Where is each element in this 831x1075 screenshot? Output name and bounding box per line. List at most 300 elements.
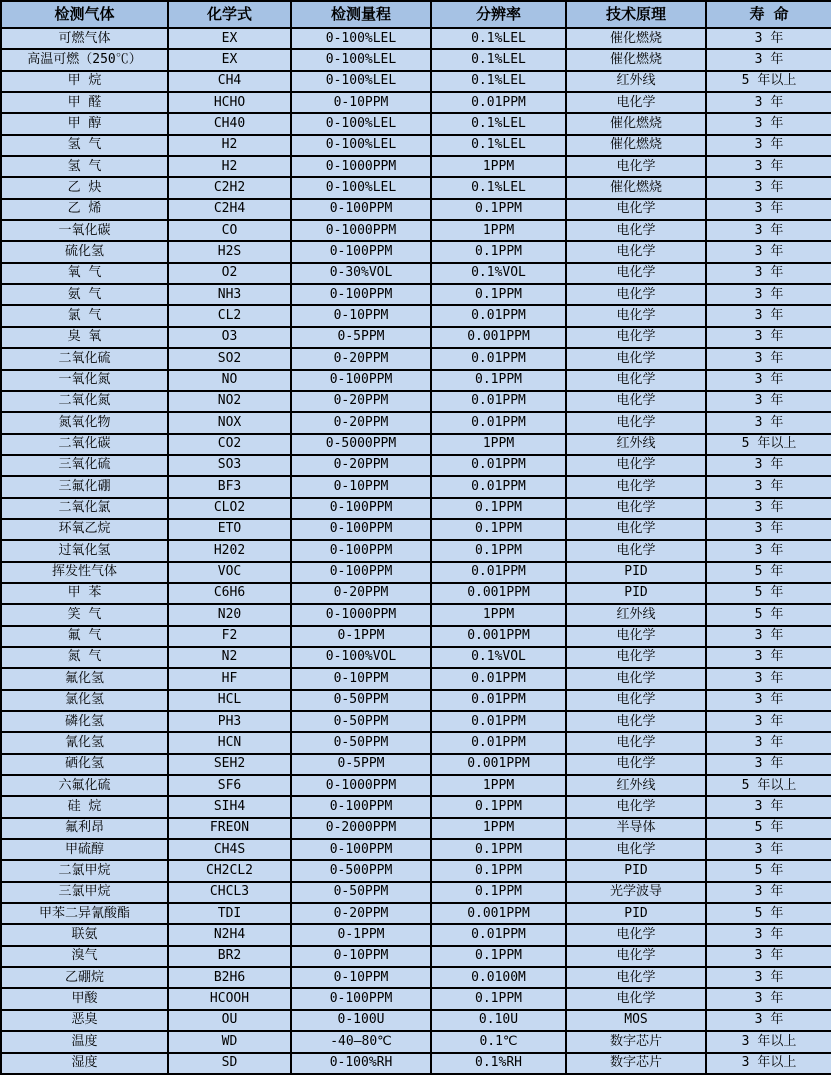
cell-range: 0-100%LEL	[291, 49, 431, 70]
cell-gas-name: 氟利昂	[1, 818, 168, 839]
cell-lifespan: 3 年	[706, 49, 831, 70]
cell-resolution: 0.1PPM	[431, 370, 566, 391]
cell-gas-name: 过氧化氢	[1, 540, 168, 561]
cell-gas-name: 甲 苯	[1, 583, 168, 604]
cell-lifespan: 3 年	[706, 241, 831, 262]
column-header-principle: 技术原理	[566, 1, 706, 28]
table-row	[1, 305, 831, 326]
table-row	[1, 327, 831, 348]
cell-formula: H202	[168, 540, 291, 561]
cell-principle: 催化燃烧	[566, 135, 706, 156]
cell-resolution: 0.10U	[431, 1010, 566, 1031]
cell-range: 0-5PPM	[291, 754, 431, 775]
cell-lifespan: 3 年	[706, 839, 831, 860]
cell-principle: 红外线	[566, 604, 706, 625]
table-row	[1, 903, 831, 924]
cell-principle: 电化学	[566, 263, 706, 284]
cell-gas-name: 甲 烷	[1, 71, 168, 92]
table-row	[1, 498, 831, 519]
cell-lifespan: 5 年	[706, 860, 831, 881]
cell-gas-name: 氢 气	[1, 156, 168, 177]
cell-range: 0-10PPM	[291, 946, 431, 967]
cell-range: 0-100PPM	[291, 796, 431, 817]
cell-lifespan: 3 年	[706, 626, 831, 647]
cell-resolution: 0.1PPM	[431, 519, 566, 540]
cell-formula: H2	[168, 135, 291, 156]
cell-formula: HF	[168, 668, 291, 689]
cell-range: 0-20PPM	[291, 412, 431, 433]
cell-resolution: 0.1%LEL	[431, 177, 566, 198]
cell-resolution: 0.01PPM	[431, 732, 566, 753]
cell-lifespan: 3 年	[706, 988, 831, 1009]
cell-gas-name: 氰化氢	[1, 732, 168, 753]
cell-lifespan: 3 年	[706, 711, 831, 732]
table-row	[1, 668, 831, 689]
cell-principle: PID	[566, 860, 706, 881]
table-row	[1, 177, 831, 198]
cell-gas-name: 磷化氢	[1, 711, 168, 732]
cell-principle: 红外线	[566, 775, 706, 796]
cell-resolution: 0.01PPM	[431, 305, 566, 326]
cell-range: 0-100PPM	[291, 284, 431, 305]
table-row	[1, 71, 831, 92]
table-row	[1, 284, 831, 305]
cell-gas-name: 二氧化硫	[1, 348, 168, 369]
cell-principle: 电化学	[566, 732, 706, 753]
cell-formula: SO3	[168, 455, 291, 476]
cell-resolution: 0.1%RH	[431, 1053, 566, 1075]
cell-resolution: 0.001PPM	[431, 327, 566, 348]
cell-range: 0-100%LEL	[291, 28, 431, 49]
cell-principle: 电化学	[566, 519, 706, 540]
cell-formula: H2S	[168, 241, 291, 262]
cell-gas-name: 笑 气	[1, 604, 168, 625]
cell-formula: N2	[168, 647, 291, 668]
cell-gas-name: 温度	[1, 1031, 168, 1052]
cell-principle: 电化学	[566, 839, 706, 860]
cell-formula: CL2	[168, 305, 291, 326]
cell-gas-name: 硒化氢	[1, 754, 168, 775]
cell-formula: BF3	[168, 476, 291, 497]
cell-formula: N2H4	[168, 924, 291, 945]
cell-range: 0-20PPM	[291, 455, 431, 476]
cell-range: 0-100PPM	[291, 498, 431, 519]
cell-formula: N20	[168, 604, 291, 625]
cell-lifespan: 3 年	[706, 924, 831, 945]
cell-lifespan: 5 年	[706, 562, 831, 583]
cell-lifespan: 3 年	[706, 498, 831, 519]
cell-formula: BR2	[168, 946, 291, 967]
cell-principle: 数字芯片	[566, 1053, 706, 1075]
cell-resolution: 0.1PPM	[431, 540, 566, 561]
table-row	[1, 1053, 831, 1075]
cell-lifespan: 5 年	[706, 604, 831, 625]
cell-gas-name: 乙 炔	[1, 177, 168, 198]
cell-range: 0-1000PPM	[291, 156, 431, 177]
cell-gas-name: 甲苯二异氰酸酯	[1, 903, 168, 924]
cell-formula: OU	[168, 1010, 291, 1031]
cell-principle: 电化学	[566, 924, 706, 945]
cell-range: -40—80℃	[291, 1031, 431, 1052]
table-row	[1, 434, 831, 455]
cell-gas-name: 二氯甲烷	[1, 860, 168, 881]
cell-range: 0-2000PPM	[291, 818, 431, 839]
cell-gas-name: 乙硼烷	[1, 967, 168, 988]
cell-gas-name: 氧 气	[1, 263, 168, 284]
cell-gas-name: 可燃气体	[1, 28, 168, 49]
cell-formula: CH2CL2	[168, 860, 291, 881]
cell-resolution: 0.1℃	[431, 1031, 566, 1052]
table-row	[1, 156, 831, 177]
cell-resolution: 0.1%LEL	[431, 113, 566, 134]
cell-gas-name: 硅 烷	[1, 796, 168, 817]
cell-principle: 电化学	[566, 348, 706, 369]
cell-principle: 电化学	[566, 327, 706, 348]
cell-lifespan: 5 年	[706, 583, 831, 604]
cell-range: 0-1PPM	[291, 626, 431, 647]
cell-principle: 红外线	[566, 71, 706, 92]
cell-principle: 电化学	[566, 476, 706, 497]
table-row	[1, 860, 831, 881]
cell-resolution: 0.1PPM	[431, 284, 566, 305]
column-header-range: 检测量程	[291, 1, 431, 28]
cell-range: 0-50PPM	[291, 711, 431, 732]
cell-range: 0-100%LEL	[291, 71, 431, 92]
cell-principle: 催化燃烧	[566, 49, 706, 70]
cell-resolution: 1PPM	[431, 604, 566, 625]
cell-gas-name: 联氨	[1, 924, 168, 945]
cell-lifespan: 3 年	[706, 732, 831, 753]
cell-principle: 催化燃烧	[566, 28, 706, 49]
cell-gas-name: 二氧化氮	[1, 391, 168, 412]
table-row	[1, 732, 831, 753]
cell-gas-name: 甲 醇	[1, 113, 168, 134]
cell-resolution: 0.01PPM	[431, 562, 566, 583]
cell-gas-name: 环氧乙烷	[1, 519, 168, 540]
cell-principle: 电化学	[566, 199, 706, 220]
table-row	[1, 412, 831, 433]
cell-principle: 电化学	[566, 305, 706, 326]
cell-range: 0-20PPM	[291, 391, 431, 412]
cell-range: 0-50PPM	[291, 882, 431, 903]
header-row	[1, 1, 831, 28]
cell-lifespan: 5 年	[706, 818, 831, 839]
cell-gas-name: 氟 气	[1, 626, 168, 647]
cell-principle: 电化学	[566, 946, 706, 967]
cell-principle: 电化学	[566, 241, 706, 262]
cell-resolution: 0.001PPM	[431, 754, 566, 775]
cell-gas-name: 氯 气	[1, 305, 168, 326]
cell-formula: HCN	[168, 732, 291, 753]
cell-lifespan: 3 年	[706, 370, 831, 391]
cell-lifespan: 5 年以上	[706, 434, 831, 455]
cell-formula: PH3	[168, 711, 291, 732]
cell-lifespan: 3 年以上	[706, 1031, 831, 1052]
cell-gas-name: 乙 烯	[1, 199, 168, 220]
cell-principle: 电化学	[566, 455, 706, 476]
table-row	[1, 988, 831, 1009]
cell-resolution: 1PPM	[431, 220, 566, 241]
cell-formula: HCHO	[168, 92, 291, 113]
cell-lifespan: 3 年以上	[706, 1053, 831, 1075]
cell-principle: 催化燃烧	[566, 177, 706, 198]
cell-formula: F2	[168, 626, 291, 647]
cell-lifespan: 3 年	[706, 668, 831, 689]
table-row	[1, 775, 831, 796]
cell-resolution: 0.1%LEL	[431, 71, 566, 92]
cell-principle: PID	[566, 562, 706, 583]
cell-resolution: 0.01PPM	[431, 690, 566, 711]
cell-gas-name: 臭 氧	[1, 327, 168, 348]
cell-range: 0-1000PPM	[291, 775, 431, 796]
cell-principle: 红外线	[566, 434, 706, 455]
table-row	[1, 263, 831, 284]
cell-range: 0-20PPM	[291, 903, 431, 924]
cell-resolution: 1PPM	[431, 156, 566, 177]
cell-range: 0-100PPM	[291, 199, 431, 220]
cell-range: 0-20PPM	[291, 583, 431, 604]
cell-lifespan: 3 年	[706, 690, 831, 711]
cell-lifespan: 3 年	[706, 327, 831, 348]
table-body	[1, 28, 831, 1074]
cell-range: 0-1000PPM	[291, 604, 431, 625]
cell-lifespan: 3 年	[706, 177, 831, 198]
cell-lifespan: 3 年	[706, 946, 831, 967]
cell-resolution: 0.01PPM	[431, 924, 566, 945]
table-row	[1, 604, 831, 625]
cell-range: 0-30%VOL	[291, 263, 431, 284]
cell-principle: 电化学	[566, 370, 706, 391]
cell-range: 0-10PPM	[291, 967, 431, 988]
cell-lifespan: 3 年	[706, 796, 831, 817]
table-row	[1, 818, 831, 839]
table-row	[1, 1010, 831, 1031]
cell-range: 0-10PPM	[291, 92, 431, 113]
cell-lifespan: 3 年	[706, 647, 831, 668]
cell-gas-name: 甲硫醇	[1, 839, 168, 860]
cell-range: 0-100PPM	[291, 988, 431, 1009]
table-row	[1, 199, 831, 220]
cell-resolution: 0.1%LEL	[431, 49, 566, 70]
cell-formula: NO	[168, 370, 291, 391]
cell-gas-name: 二氧化氯	[1, 498, 168, 519]
cell-range: 0-50PPM	[291, 732, 431, 753]
table-row	[1, 754, 831, 775]
table-row	[1, 967, 831, 988]
cell-lifespan: 3 年	[706, 156, 831, 177]
table-row	[1, 455, 831, 476]
cell-principle: PID	[566, 583, 706, 604]
table-row	[1, 348, 831, 369]
cell-formula: CH40	[168, 113, 291, 134]
cell-range: 0-100%LEL	[291, 177, 431, 198]
cell-gas-name: 氨 气	[1, 284, 168, 305]
cell-range: 0-100PPM	[291, 839, 431, 860]
cell-lifespan: 3 年	[706, 476, 831, 497]
cell-lifespan: 3 年	[706, 455, 831, 476]
table-row	[1, 540, 831, 561]
cell-resolution: 0.1PPM	[431, 498, 566, 519]
cell-formula: SIH4	[168, 796, 291, 817]
cell-range: 0-100PPM	[291, 519, 431, 540]
cell-formula: O2	[168, 263, 291, 284]
cell-resolution: 1PPM	[431, 775, 566, 796]
cell-range: 0-50PPM	[291, 690, 431, 711]
cell-principle: 电化学	[566, 690, 706, 711]
column-header-gas: 检测气体	[1, 1, 168, 28]
table-row	[1, 519, 831, 540]
cell-resolution: 0.1PPM	[431, 860, 566, 881]
cell-gas-name: 甲 醛	[1, 92, 168, 113]
column-header-formula: 化学式	[168, 1, 291, 28]
table-row	[1, 626, 831, 647]
cell-principle: 电化学	[566, 626, 706, 647]
cell-range: 0-1PPM	[291, 924, 431, 945]
cell-resolution: 0.01PPM	[431, 391, 566, 412]
cell-gas-name: 三氯甲烷	[1, 882, 168, 903]
cell-formula: SF6	[168, 775, 291, 796]
table-row	[1, 583, 831, 604]
cell-principle: PID	[566, 903, 706, 924]
cell-range: 0-10PPM	[291, 668, 431, 689]
cell-range: 0-5000PPM	[291, 434, 431, 455]
cell-formula: NOX	[168, 412, 291, 433]
cell-formula: CH4S	[168, 839, 291, 860]
cell-gas-name: 三氟化硼	[1, 476, 168, 497]
cell-formula: NO2	[168, 391, 291, 412]
cell-resolution: 0.01PPM	[431, 412, 566, 433]
cell-resolution: 0.01PPM	[431, 92, 566, 113]
cell-range: 0-100PPM	[291, 562, 431, 583]
table-row	[1, 946, 831, 967]
cell-resolution: 0.1PPM	[431, 882, 566, 903]
cell-formula: TDI	[168, 903, 291, 924]
cell-principle: 电化学	[566, 647, 706, 668]
cell-gas-name: 硫化氢	[1, 241, 168, 262]
cell-lifespan: 3 年	[706, 135, 831, 156]
column-header-lifespan: 寿 命	[706, 1, 831, 28]
cell-lifespan: 3 年	[706, 113, 831, 134]
cell-formula: HCOOH	[168, 988, 291, 1009]
cell-formula: FREON	[168, 818, 291, 839]
cell-formula: WD	[168, 1031, 291, 1052]
cell-principle: MOS	[566, 1010, 706, 1031]
cell-resolution: 0.001PPM	[431, 626, 566, 647]
cell-lifespan: 3 年	[706, 412, 831, 433]
cell-resolution: 0.01PPM	[431, 476, 566, 497]
cell-principle: 电化学	[566, 540, 706, 561]
cell-formula: CLO2	[168, 498, 291, 519]
cell-lifespan: 3 年	[706, 391, 831, 412]
cell-formula: C6H6	[168, 583, 291, 604]
cell-range: 0-10PPM	[291, 476, 431, 497]
table-row	[1, 28, 831, 49]
cell-gas-name: 高温可燃（250℃）	[1, 49, 168, 70]
cell-gas-name: 氟化氢	[1, 668, 168, 689]
cell-range: 0-100PPM	[291, 540, 431, 561]
cell-range: 0-100U	[291, 1010, 431, 1031]
cell-resolution: 0.001PPM	[431, 903, 566, 924]
cell-gas-name: 氮 气	[1, 647, 168, 668]
table-header	[1, 1, 831, 28]
cell-resolution: 0.1PPM	[431, 241, 566, 262]
cell-range: 0-500PPM	[291, 860, 431, 881]
cell-resolution: 0.1PPM	[431, 199, 566, 220]
cell-lifespan: 3 年	[706, 263, 831, 284]
cell-formula: B2H6	[168, 967, 291, 988]
cell-resolution: 0.1PPM	[431, 839, 566, 860]
cell-gas-name: 恶臭	[1, 1010, 168, 1031]
column-header-resolution: 分辨率	[431, 1, 566, 28]
cell-principle: 半导体	[566, 818, 706, 839]
cell-formula: CHCL3	[168, 882, 291, 903]
table-row	[1, 796, 831, 817]
cell-principle: 催化燃烧	[566, 113, 706, 134]
cell-principle: 电化学	[566, 796, 706, 817]
table-row	[1, 370, 831, 391]
cell-resolution: 0.1PPM	[431, 988, 566, 1009]
cell-principle: 电化学	[566, 754, 706, 775]
table-row	[1, 924, 831, 945]
cell-range: 0-100%VOL	[291, 647, 431, 668]
table-row	[1, 562, 831, 583]
cell-range: 0-10PPM	[291, 305, 431, 326]
cell-principle: 电化学	[566, 967, 706, 988]
cell-resolution: 1PPM	[431, 434, 566, 455]
cell-resolution: 0.1PPM	[431, 946, 566, 967]
cell-lifespan: 3 年	[706, 882, 831, 903]
cell-lifespan: 3 年	[706, 284, 831, 305]
table-row	[1, 647, 831, 668]
cell-range: 0-1000PPM	[291, 220, 431, 241]
cell-gas-name: 甲酸	[1, 988, 168, 1009]
cell-range: 0-5PPM	[291, 327, 431, 348]
cell-resolution: 0.01PPM	[431, 668, 566, 689]
cell-gas-name: 溴气	[1, 946, 168, 967]
table-row	[1, 135, 831, 156]
cell-formula: EX	[168, 28, 291, 49]
cell-formula: HCL	[168, 690, 291, 711]
cell-range: 0-100%LEL	[291, 135, 431, 156]
cell-lifespan: 3 年	[706, 540, 831, 561]
cell-resolution: 0.1%VOL	[431, 647, 566, 668]
cell-gas-name: 湿度	[1, 1053, 168, 1075]
cell-principle: 电化学	[566, 284, 706, 305]
cell-lifespan: 5 年	[706, 903, 831, 924]
cell-lifespan: 3 年	[706, 519, 831, 540]
cell-resolution: 0.01PPM	[431, 455, 566, 476]
table-row	[1, 476, 831, 497]
cell-principle: 光学波导	[566, 882, 706, 903]
table-row	[1, 711, 831, 732]
cell-lifespan: 3 年	[706, 754, 831, 775]
cell-principle: 电化学	[566, 92, 706, 113]
table-row	[1, 391, 831, 412]
cell-resolution: 0.01PPM	[431, 348, 566, 369]
cell-formula: SD	[168, 1053, 291, 1075]
cell-formula: NH3	[168, 284, 291, 305]
table-row	[1, 882, 831, 903]
table-row	[1, 220, 831, 241]
cell-principle: 电化学	[566, 498, 706, 519]
cell-gas-name: 氯化氢	[1, 690, 168, 711]
cell-lifespan: 3 年	[706, 1010, 831, 1031]
cell-formula: SO2	[168, 348, 291, 369]
cell-formula: C2H4	[168, 199, 291, 220]
cell-gas-name: 挥发性气体	[1, 562, 168, 583]
cell-formula: EX	[168, 49, 291, 70]
cell-range: 0-100PPM	[291, 241, 431, 262]
